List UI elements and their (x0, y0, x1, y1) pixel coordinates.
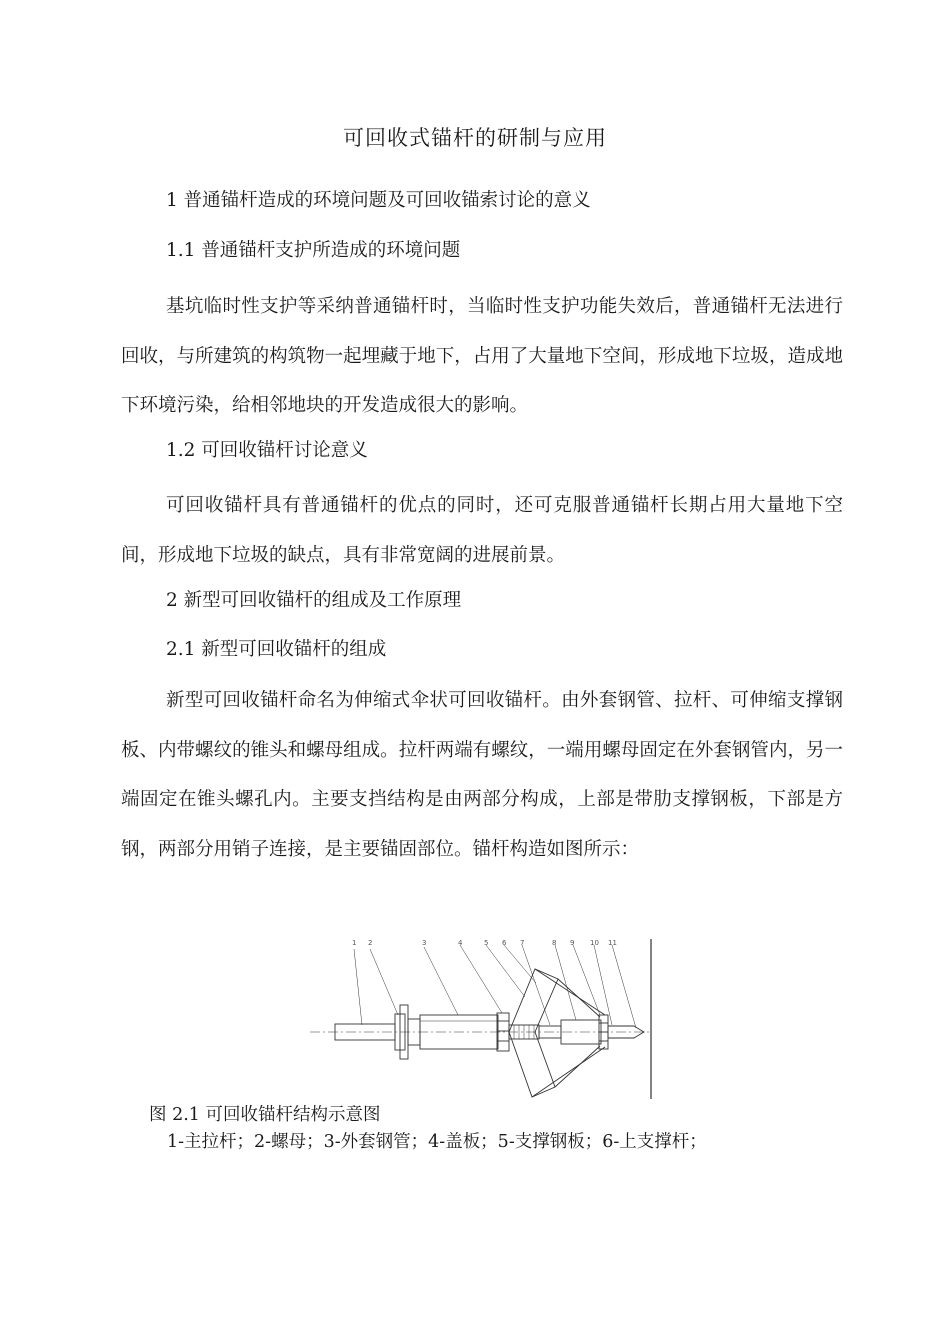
figure-legend: 1-主拉杆；2-螺母；3-外套钢管；4-盖板；5-支撑钢板；6-上支撑杆； (167, 1132, 707, 1152)
part-number-label: 2 (368, 939, 373, 947)
section-1-2-heading: 1.2 可回收锚杆讨论意义 (166, 440, 368, 461)
part-number-label: 6 (502, 939, 507, 947)
part-number-label: 8 (552, 939, 557, 947)
section-1-heading: 1 普通锚杆造成的环境问题及可回收锚索讨论的意义 (166, 190, 591, 211)
section-1-2-body: 可回收锚杆具有普通锚杆的优点的同时，还可克服普通锚杆长期占用大量地下空间，形成地下垃圾的缺点，具有非常宽阔的进展前景。 (121, 495, 843, 566)
section-2-1-body: 新型可回收锚杆命名为伸缩式伞状可回收锚杆。由外套钢管、拉杆、可伸缩支撑钢板、内带螺纹的锥头和螺母组成。拉杆两端有螺纹，一端用螺母固定在外套钢管内，另一端固定在锥头螺孔内。主要支挡结构是由两部分构成，上部是带肋支撑钢板，下部是方钢，两部分用销子连接，是主要锚固部位。锚杆构造如图所示： (121, 690, 843, 860)
part-number-label: 1 (352, 939, 357, 947)
part-number-label: 3 (422, 939, 427, 947)
figure-caption: 图 2.1 可回收锚杆结构示意图 (149, 1105, 381, 1125)
anchor-structure-figure (300, 935, 660, 1105)
part-number-label: 7 (520, 939, 525, 947)
anchor-structure-diagram (300, 935, 660, 1105)
part-number-label: 4 (458, 939, 463, 947)
document-title: 可回收式锚杆的研制与应用 (343, 126, 607, 150)
part-number-label: 9 (570, 939, 575, 947)
part-number-label: 10 (590, 939, 599, 947)
part-number-label: 5 (484, 939, 489, 947)
section-2-heading: 2 新型可回收锚杆的组成及工作原理 (166, 590, 462, 611)
section-1-1-body: 基坑临时性支护等采纳普通锚杆时，当临时性支护功能失效后，普通锚杆无法进行回收，与所建筑的构筑物一起埋藏于地下，占用了大量地下空间，形成地下垃圾，造成地下环境污染，给相邻地块的开发造成很大的影响。 (121, 296, 843, 416)
section-2-1-heading: 2.1 新型可回收锚杆的组成 (166, 639, 387, 660)
section-1-1-heading: 1.1 普通锚杆支护所造成的环境问题 (166, 240, 461, 261)
part-number-label: 11 (608, 939, 617, 947)
